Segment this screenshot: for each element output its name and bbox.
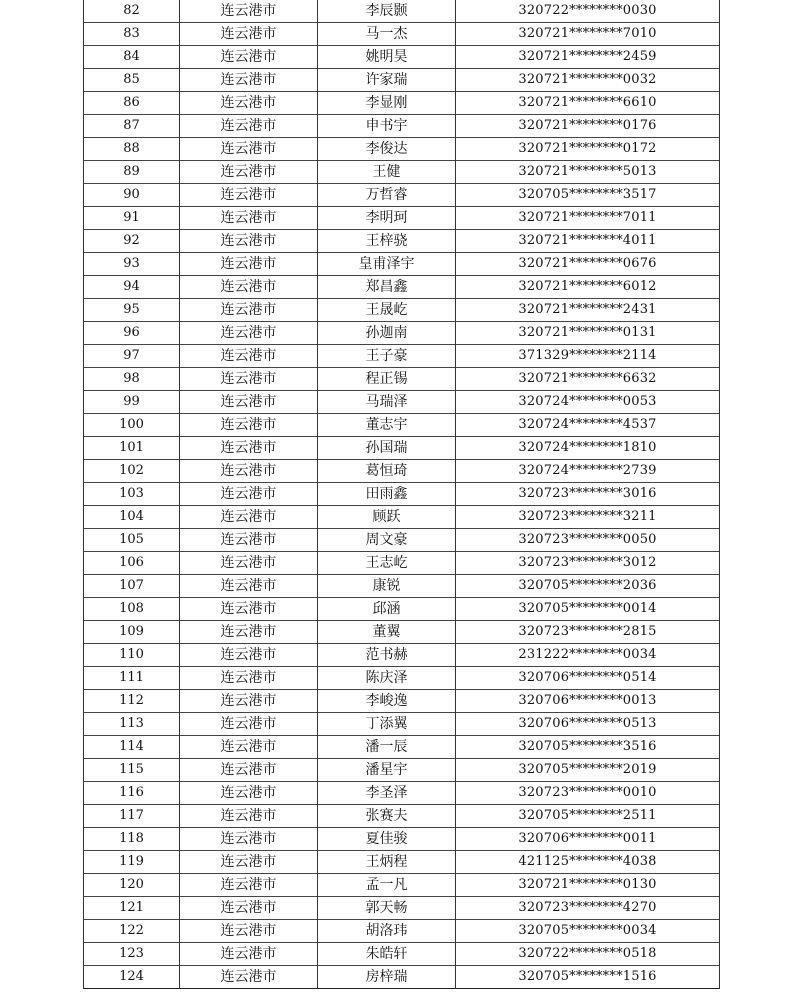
id-number-cell: 320721********4011 [456,230,720,253]
id-number-cell: 320723********3012 [456,552,720,575]
row-number-cell: 86 [84,92,180,115]
id-number-cell: 320721********2431 [456,299,720,322]
id-number-cell: 231222********0034 [456,644,720,667]
person-name-cell: 皇甫泽宇 [318,253,456,276]
person-name-cell: 王晟屹 [318,299,456,322]
person-name-cell: 田雨鑫 [318,483,456,506]
table-row [84,575,720,598]
id-number-cell: 320721********0176 [456,115,720,138]
row-number-cell: 105 [84,529,180,552]
person-name-cell: 葛恒琦 [318,460,456,483]
person-name-cell: 朱皓轩 [318,943,456,966]
table-row [84,345,720,368]
person-name-cell: 马瑞泽 [318,391,456,414]
row-number-cell: 112 [84,690,180,713]
id-number-cell: 320721********0130 [456,874,720,897]
person-name-cell: 李俊达 [318,138,456,161]
table-row [84,644,720,667]
person-name-cell: 周文豪 [318,529,456,552]
id-number-cell: 371329********2114 [456,345,720,368]
person-name-cell: 王志屹 [318,552,456,575]
city-cell: 连云港市 [180,368,318,391]
person-name-cell: 姚明昊 [318,46,456,69]
table-row [84,874,720,897]
table-row [84,322,720,345]
id-number-cell: 320724********4537 [456,414,720,437]
city-cell: 连云港市 [180,874,318,897]
person-name-cell: 潘星宇 [318,759,456,782]
person-name-cell: 房梓瑞 [318,966,456,989]
id-number-cell: 320706********0514 [456,667,720,690]
city-cell: 连云港市 [180,276,318,299]
table-row [84,621,720,644]
row-number-cell: 82 [84,0,180,23]
row-number-cell: 103 [84,483,180,506]
city-cell: 连云港市 [180,782,318,805]
id-number-cell: 320723********4270 [456,897,720,920]
row-number-cell: 109 [84,621,180,644]
id-number-cell: 320706********0013 [456,690,720,713]
row-number-cell: 107 [84,575,180,598]
row-number-cell: 99 [84,391,180,414]
table-row [84,437,720,460]
table-row [84,506,720,529]
id-number-cell: 320706********0011 [456,828,720,851]
table-row [84,46,720,69]
person-name-cell: 李圣泽 [318,782,456,805]
row-number-cell: 110 [84,644,180,667]
person-name-cell: 万哲睿 [318,184,456,207]
city-cell: 连云港市 [180,437,318,460]
row-number-cell: 123 [84,943,180,966]
id-number-cell: 320721********0172 [456,138,720,161]
city-cell: 连云港市 [180,483,318,506]
row-number-cell: 120 [84,874,180,897]
row-number-cell: 95 [84,299,180,322]
person-name-cell: 潘一辰 [318,736,456,759]
city-cell: 连云港市 [180,506,318,529]
table-row [84,851,720,874]
row-number-cell: 87 [84,115,180,138]
table-row [84,552,720,575]
id-number-cell: 320705********3517 [456,184,720,207]
person-name-cell: 孟一凡 [318,874,456,897]
person-name-cell: 董志宇 [318,414,456,437]
city-cell: 连云港市 [180,46,318,69]
row-number-cell: 108 [84,598,180,621]
person-name-cell: 邱涵 [318,598,456,621]
city-cell: 连云港市 [180,552,318,575]
person-name-cell: 顾跃 [318,506,456,529]
city-cell: 连云港市 [180,345,318,368]
city-cell: 连云港市 [180,713,318,736]
city-cell: 连云港市 [180,92,318,115]
person-name-cell: 郑昌鑫 [318,276,456,299]
id-number-cell: 320721********6610 [456,92,720,115]
person-name-cell: 李峻逸 [318,690,456,713]
city-cell: 连云港市 [180,644,318,667]
table-row [84,391,720,414]
city-cell: 连云港市 [180,966,318,989]
city-cell: 连云港市 [180,943,318,966]
id-number-cell: 320723********3211 [456,506,720,529]
id-number-cell: 320705********0014 [456,598,720,621]
row-number-cell: 93 [84,253,180,276]
city-cell: 连云港市 [180,920,318,943]
row-number-cell: 101 [84,437,180,460]
person-name-cell: 张赛夫 [318,805,456,828]
id-number-cell: 320723********0050 [456,529,720,552]
person-name-cell: 申书宇 [318,115,456,138]
person-name-cell: 王健 [318,161,456,184]
city-cell: 连云港市 [180,322,318,345]
city-cell: 连云港市 [180,230,318,253]
table-row [84,805,720,828]
id-number-cell: 320721********0032 [456,69,720,92]
id-number-cell: 320705********1516 [456,966,720,989]
person-name-cell: 王炳程 [318,851,456,874]
row-number-cell: 98 [84,368,180,391]
city-cell: 连云港市 [180,69,318,92]
city-cell: 连云港市 [180,138,318,161]
id-number-cell: 320721********5013 [456,161,720,184]
person-name-cell: 康锐 [318,575,456,598]
person-name-cell: 郭天畅 [318,897,456,920]
table-row [84,368,720,391]
person-name-cell: 董翼 [318,621,456,644]
table-row [84,414,720,437]
table-row [84,828,720,851]
roster-table [83,0,720,989]
person-name-cell: 程正锡 [318,368,456,391]
row-number-cell: 85 [84,69,180,92]
id-number-cell: 320724********1810 [456,437,720,460]
city-cell: 连云港市 [180,161,318,184]
id-number-cell: 320721********2459 [456,46,720,69]
row-number-cell: 96 [84,322,180,345]
row-number-cell: 90 [84,184,180,207]
city-cell: 连云港市 [180,0,318,23]
row-number-cell: 121 [84,897,180,920]
row-number-cell: 100 [84,414,180,437]
row-number-cell: 102 [84,460,180,483]
city-cell: 连云港市 [180,575,318,598]
id-number-cell: 320721********7011 [456,207,720,230]
row-number-cell: 88 [84,138,180,161]
row-number-cell: 111 [84,667,180,690]
table-row [84,207,720,230]
id-number-cell: 320721********0676 [456,253,720,276]
city-cell: 连云港市 [180,828,318,851]
city-cell: 连云港市 [180,759,318,782]
id-number-cell: 320721********0131 [456,322,720,345]
table-row [84,23,720,46]
row-number-cell: 122 [84,920,180,943]
table-row [84,276,720,299]
id-number-cell: 320724********0053 [456,391,720,414]
person-name-cell: 陈庆泽 [318,667,456,690]
table-row [84,92,720,115]
city-cell: 连云港市 [180,805,318,828]
city-cell: 连云港市 [180,851,318,874]
person-name-cell: 丁添翼 [318,713,456,736]
id-number-cell: 320705********2036 [456,575,720,598]
table-row [84,69,720,92]
row-number-cell: 94 [84,276,180,299]
person-name-cell: 王子豪 [318,345,456,368]
row-number-cell: 91 [84,207,180,230]
table-row [84,483,720,506]
row-number-cell: 97 [84,345,180,368]
id-number-cell: 320723********2815 [456,621,720,644]
person-name-cell: 孙国瑞 [318,437,456,460]
row-number-cell: 89 [84,161,180,184]
city-cell: 连云港市 [180,621,318,644]
table-row [84,161,720,184]
person-name-cell: 夏佳骏 [318,828,456,851]
id-number-cell: 320721********6012 [456,276,720,299]
person-name-cell: 李显刚 [318,92,456,115]
id-number-cell: 320721********7010 [456,23,720,46]
city-cell: 连云港市 [180,184,318,207]
person-name-cell: 胡洛玮 [318,920,456,943]
person-name-cell: 孙迦南 [318,322,456,345]
id-number-cell: 320705********3516 [456,736,720,759]
table-row [84,460,720,483]
city-cell: 连云港市 [180,115,318,138]
id-number-cell: 421125********4038 [456,851,720,874]
table-row [84,690,720,713]
row-number-cell: 113 [84,713,180,736]
row-number-cell: 83 [84,23,180,46]
row-number-cell: 119 [84,851,180,874]
table-row [84,759,720,782]
person-name-cell: 王梓骁 [318,230,456,253]
row-number-cell: 114 [84,736,180,759]
table-row [84,897,720,920]
table-row [84,943,720,966]
table-row [84,115,720,138]
city-cell: 连云港市 [180,207,318,230]
row-number-cell: 104 [84,506,180,529]
roster-table-body [84,0,720,989]
city-cell: 连云港市 [180,414,318,437]
id-number-cell: 320706********0513 [456,713,720,736]
city-cell: 连云港市 [180,897,318,920]
table-row [84,253,720,276]
city-cell: 连云港市 [180,299,318,322]
table-row [84,138,720,161]
id-number-cell: 320722********0518 [456,943,720,966]
id-number-cell: 320705********2019 [456,759,720,782]
id-number-cell: 320723********0010 [456,782,720,805]
id-number-cell: 320723********3016 [456,483,720,506]
row-number-cell: 92 [84,230,180,253]
table-row [84,782,720,805]
table-row [84,0,720,23]
id-number-cell: 320721********6632 [456,368,720,391]
table-row [84,230,720,253]
row-number-cell: 84 [84,46,180,69]
row-number-cell: 106 [84,552,180,575]
id-number-cell: 320722********0030 [456,0,720,23]
city-cell: 连云港市 [180,391,318,414]
id-number-cell: 320705********0034 [456,920,720,943]
city-cell: 连云港市 [180,23,318,46]
table-row [84,184,720,207]
row-number-cell: 116 [84,782,180,805]
table-row [84,713,720,736]
person-name-cell: 李明珂 [318,207,456,230]
table-row [84,736,720,759]
person-name-cell: 李辰颢 [318,0,456,23]
person-name-cell: 范书赫 [318,644,456,667]
person-name-cell: 许家瑞 [318,69,456,92]
person-name-cell: 马一杰 [318,23,456,46]
city-cell: 连云港市 [180,529,318,552]
city-cell: 连云港市 [180,253,318,276]
table-row [84,299,720,322]
id-number-cell: 320724********2739 [456,460,720,483]
row-number-cell: 115 [84,759,180,782]
city-cell: 连云港市 [180,598,318,621]
row-number-cell: 117 [84,805,180,828]
city-cell: 连云港市 [180,667,318,690]
table-row [84,920,720,943]
row-number-cell: 118 [84,828,180,851]
city-cell: 连云港市 [180,460,318,483]
id-number-cell: 320705********2511 [456,805,720,828]
row-number-cell: 124 [84,966,180,989]
table-row [84,966,720,989]
city-cell: 连云港市 [180,690,318,713]
table-row [84,598,720,621]
table-row [84,529,720,552]
table-row [84,667,720,690]
city-cell: 连云港市 [180,736,318,759]
